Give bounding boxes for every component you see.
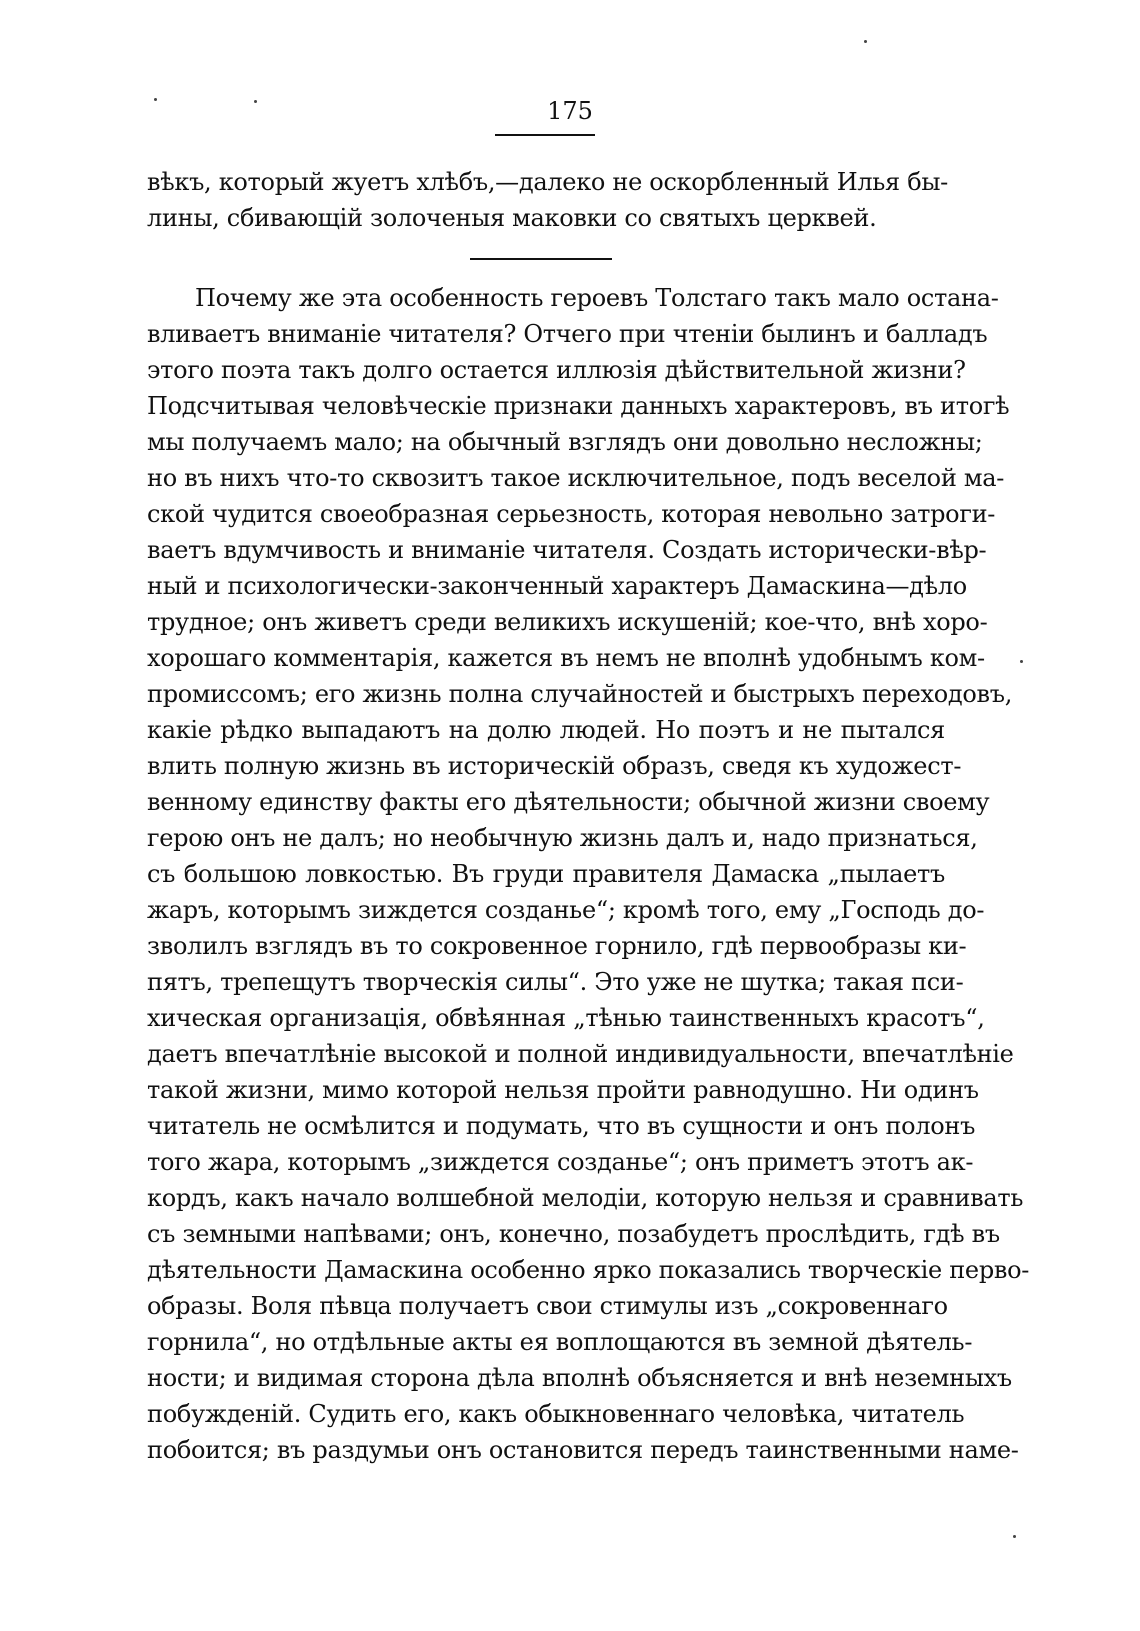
text-line: побужденій. Судить его, какъ обыкновеннаго человѣка, читатель bbox=[147, 1400, 965, 1428]
text-line: трудное; онъ живетъ среди великихъ искушеній; кое-что, внѣ хоро- bbox=[147, 608, 988, 636]
print-speck bbox=[254, 100, 257, 103]
text-line: лины, сбивающій золоченыя маковки со святыхъ церквей. bbox=[147, 204, 877, 232]
top-paragraph bbox=[147, 164, 948, 236]
page-number-underline bbox=[495, 134, 595, 136]
text-line: ской чудится своеобразная серьезность, которая невольно затроги- bbox=[147, 500, 996, 528]
text-line: хическая организація, обвѣянная „тѣнью таинственныхъ красотъ“, bbox=[147, 1004, 985, 1032]
text-line: читатель не осмѣлится и подумать, что въ сущности и онъ полонъ bbox=[147, 1112, 976, 1140]
text-line: вливаетъ вниманіе читателя? Отчего при чтеніи былинъ и балладъ bbox=[147, 320, 988, 348]
section-divider bbox=[470, 258, 612, 260]
print-speck bbox=[1020, 660, 1023, 663]
text-line: дѣятельности Дамаскина особенно ярко показались творческіе перво- bbox=[147, 1256, 1030, 1284]
print-speck bbox=[154, 98, 157, 101]
text-line: такой жизни, мимо которой нельзя пройти равнодушно. Ни одинъ bbox=[147, 1076, 979, 1104]
text-line: пятъ, трепещутъ творческія силы“. Это уже не шутка; такая пси- bbox=[147, 968, 964, 996]
text-line: горнила“, но отдѣльные акты ея воплощаются въ земной дѣятель- bbox=[147, 1328, 973, 1356]
text-line: жаръ, которымъ зиждется созданье“; кромѣ того, ему „Господь до- bbox=[147, 896, 985, 924]
text-line: хорошаго комментарія, кажется въ немъ не вполнѣ удобнымъ ком- bbox=[147, 644, 985, 672]
main-paragraph bbox=[147, 280, 1030, 1468]
text-line: съ земными напѣвами; онъ, конечно, позабудетъ прослѣдить, гдѣ въ bbox=[147, 1220, 1000, 1248]
text-line: побоится; въ раздумьи онъ остановится передъ таинственными наме- bbox=[147, 1436, 1019, 1464]
print-speck bbox=[1013, 1535, 1016, 1538]
text-line: мы получаемъ мало; на обычный взглядъ они довольно несложны; bbox=[147, 428, 983, 456]
text-line: кордъ, какъ начало волшебной мелодіи, которую нельзя и сравнивать bbox=[147, 1184, 1024, 1212]
text-line: но въ нихъ что-то сквозитъ такое исключительное, подъ веселой ма- bbox=[147, 464, 1005, 492]
text-line: того жара, которымъ „зиждется созданье“; онъ приметъ этотъ ак- bbox=[147, 1148, 974, 1176]
text-line: Подсчитывая человѣческіе признаки данныхъ характеровъ, въ итогѣ bbox=[147, 392, 1010, 420]
text-line: ваетъ вдумчивость и вниманіе читателя. Создать исторически-вѣр- bbox=[147, 536, 987, 564]
text-line: Почему же эта особенность героевъ Толстаго такъ мало остана- bbox=[195, 284, 999, 312]
text-line: этого поэта такъ долго остается иллюзія дѣйствительной жизни? bbox=[147, 356, 966, 384]
text-line: влить полную жизнь въ историческій образъ, сведя къ художест- bbox=[147, 752, 962, 780]
text-line: промиссомъ; его жизнь полна случайностей и быстрыхъ переходовъ, bbox=[147, 680, 1013, 708]
page-number: 175 bbox=[547, 97, 593, 125]
text-line: даетъ впечатлѣніе высокой и полной индивидуальности, впечатлѣніе bbox=[147, 1040, 1014, 1068]
text-line: ности; и видимая сторона дѣла вполнѣ объясняется и внѣ неземныхъ bbox=[147, 1364, 1012, 1392]
text-line: образы. Воля пѣвца получаетъ свои стимулы изъ „сокровеннаго bbox=[147, 1292, 948, 1320]
text-line: вѣкъ, который жуетъ хлѣбъ,—далеко не оскорбленный Илья бы- bbox=[147, 168, 948, 196]
text-line: ный и психологически-законченный характеръ Дамаскина—дѣло bbox=[147, 572, 967, 600]
text-line: какіе рѣдко выпадаютъ на долю людей. Но поэтъ и не пытался bbox=[147, 716, 945, 744]
text-line: зволилъ взглядъ въ то сокровенное горнило, гдѣ первообразы ки- bbox=[147, 932, 967, 960]
text-line: съ большою ловкостью. Въ груди правителя Дамаска „пылаетъ bbox=[147, 860, 945, 888]
print-speck bbox=[864, 40, 867, 43]
text-line: герою онъ не далъ; но необычную жизнь далъ и, надо признаться, bbox=[147, 824, 978, 852]
text-line: венному единству факты его дѣятельности; обычной жизни своему bbox=[147, 788, 990, 816]
